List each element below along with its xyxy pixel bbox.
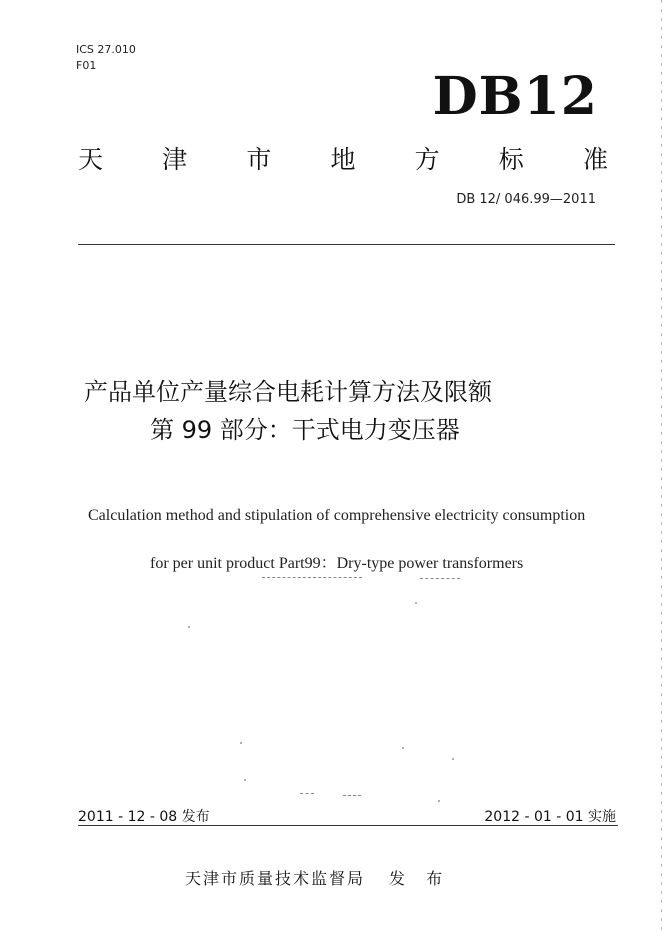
scan-speck [240,742,242,744]
scan-smudge [343,795,361,796]
scan-speck [188,626,190,628]
title-en-line2: for per unit product Part99：Dry-type power transformers [150,555,524,572]
issuer-line [185,866,450,889]
classification-codes [76,42,136,74]
standard-type-char: 津 [162,145,188,174]
title-en-line1: Calculation method and stipulation of comprehensive electricity consumption [88,507,586,524]
title-cn-line1: 产品单位产量综合电耗计算方法及限额 [84,378,492,406]
standard-number: DB 12/ 046.99—2011 [456,192,596,207]
ccs-code: F01 [76,59,97,72]
scan-speck [415,602,417,604]
ics-code: ICS 27.010 [76,43,136,56]
scan-speck [452,758,454,760]
standard-type-char: 方 [414,145,440,174]
standard-type-char: 地 [330,145,356,174]
scan-speck [438,800,440,802]
standard-type [78,140,608,176]
standard-logo: DB12 [432,66,598,127]
implement-date: 2012 - 01 - 01 实施 [484,809,616,825]
issuer-action: 发 布 [389,869,451,888]
standard-type-char: 天 [78,145,104,174]
standard-type-char: 市 [246,145,272,174]
standard-type-char: 标 [498,145,524,174]
scan-smudge [300,793,314,794]
scan-smudge [262,577,362,578]
scan-edge [661,0,662,935]
header-divider [78,244,615,245]
scan-speck [402,747,404,749]
scan-speck [244,779,246,781]
standard-type-char: 准 [582,145,608,174]
publish-date: 2011 - 12 - 08 发布 [78,809,210,825]
title-cn-line2: 第 99 部分：干式电力变压器 [150,416,460,444]
issuer-name: 天津市质量技术监督局 [185,869,366,888]
date-divider [78,825,618,826]
scan-smudge [420,578,460,579]
